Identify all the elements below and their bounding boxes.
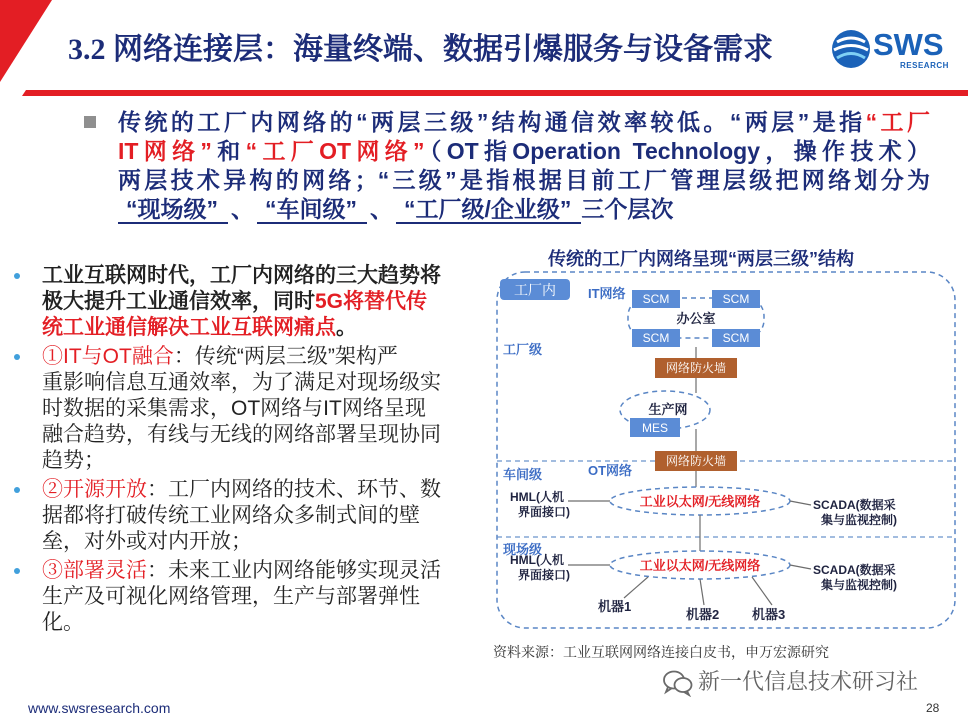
trend-item-open-source	[12, 477, 467, 555]
workshop-level-label: 车间级	[503, 467, 543, 482]
hmi-label: 界面接口)	[518, 505, 570, 519]
intro-separator: 、	[370, 196, 393, 222]
text-line	[42, 529, 467, 555]
intro-line	[118, 108, 930, 137]
scada-label: 集与监视控制)	[821, 513, 897, 527]
scm-node-label: SCM	[722, 331, 750, 345]
firewall-label: 网络防火墙	[665, 454, 727, 468]
text-line	[42, 289, 467, 315]
scada-label: SCADA(数据采	[813, 498, 896, 512]
field-level-label: 现场级	[503, 542, 543, 557]
intro-text: 两层技术异构的网络；“三级”是指根据目前工厂管理层级把网络划分为	[118, 167, 930, 193]
machine-label: 机器2	[686, 607, 720, 622]
text-run: ：工厂内网络的技术、环节、数	[147, 478, 441, 501]
ot-network-label: OT网络	[588, 463, 633, 478]
trend-item-flexible-deployment	[12, 558, 467, 636]
level-term-factory: “工厂级/企业级”	[396, 196, 581, 224]
scada-label: SCADA(数据采	[813, 563, 896, 577]
text-line	[42, 344, 467, 370]
hmi-label: HML(人机	[510, 553, 564, 567]
text-run: 时数据的采集需求，OT网络与IT网络呈现	[42, 397, 426, 420]
intro-highlight: “工厂OT网络”	[245, 138, 425, 164]
source-note: 资料来源：工业互联网网络连接白皮书，申万宏源研究	[493, 644, 829, 660]
text-run: 据都将打破传统工业网络众多制式间的壁	[42, 504, 420, 527]
dot-bullet-icon	[14, 354, 20, 360]
wechat-icon	[662, 669, 694, 697]
connector-line	[790, 501, 811, 505]
scm-node-label: SCM	[722, 292, 750, 306]
machine-label: 机器1	[598, 599, 632, 614]
level-term-field: “现场级”	[118, 196, 228, 224]
text-line	[42, 558, 467, 584]
intro-text: 和	[211, 138, 246, 164]
text-line	[42, 315, 467, 341]
intro-line	[118, 166, 930, 195]
trends-list	[12, 263, 467, 639]
industrial-network-label: 工业以太网/无线网络	[639, 558, 761, 573]
text-run: 垒，对外或对内开放；	[42, 530, 252, 553]
level-term-workshop: “车间级”	[257, 196, 367, 224]
text-line	[42, 584, 467, 610]
text-run: 融合趋势，有线与无线的网络部署呈现协同	[42, 423, 441, 446]
scm-node-label: SCM	[642, 331, 670, 345]
text-run: 生产及可视化网络管理，生产与部署弹性	[42, 585, 420, 608]
it-network-label: IT网络	[588, 286, 626, 301]
intro-text: 传统的工厂内网络的“两层三级”结构通信效率较低。“两层”是指	[118, 109, 866, 135]
intro-highlight: “工厂	[865, 109, 930, 135]
production-network-label: 生产网	[648, 402, 688, 417]
text-line	[42, 263, 467, 289]
intro-separator: 、	[231, 196, 254, 222]
page-title: 3.2 网络连接层：海量终端、数据引爆服务与设备需求	[68, 33, 773, 66]
machine-label: 机器3	[752, 607, 786, 622]
text-run: ：传统“两层三级”架构严	[173, 345, 398, 368]
trend-heading: ②开源开放	[42, 478, 147, 501]
text-run: 。	[336, 316, 357, 339]
dot-bullet-icon	[14, 568, 20, 574]
hmi-label: 界面接口)	[518, 568, 570, 582]
factory-level-label: 工厂级	[503, 342, 543, 357]
square-bullet-icon	[84, 116, 96, 128]
text-run: 重影响信息互通效率，为了满足对现场级实	[42, 371, 441, 394]
diagram-title: 传统的工厂内网络呈现“两层三级”结构	[548, 249, 854, 269]
trend-heading: ①IT与OT融合	[42, 345, 174, 368]
mes-node-label: MES	[641, 421, 669, 435]
connector-line	[790, 565, 811, 569]
intro-line	[118, 137, 930, 166]
logo-wordmark: SWS	[873, 27, 944, 62]
intro-text: （OT指Operation Technology，操作技术）	[424, 138, 930, 164]
text-run: 趋势；	[42, 449, 105, 472]
intro-highlight: IT网络”	[118, 138, 212, 164]
trend-summary-item	[12, 263, 467, 341]
corner-accent	[0, 0, 52, 82]
text-run: 化。	[42, 611, 84, 634]
trend-item-it-ot-convergence	[12, 344, 467, 474]
footer-url: www.swsresearch.com	[28, 700, 171, 716]
intro-line	[118, 195, 930, 224]
scm-node-label: SCM	[642, 292, 670, 306]
industrial-network-label: 工业以太网/无线网络	[639, 494, 761, 509]
sws-emblem-icon	[831, 29, 871, 69]
text-line	[42, 370, 467, 396]
highlight-run: 5G将替代传	[315, 290, 428, 313]
dot-bullet-icon	[14, 273, 20, 279]
text-run: 工业互联网时代，工厂内网络的三大趋势将	[42, 264, 441, 287]
text-line	[42, 448, 467, 474]
text-line	[42, 396, 467, 422]
page-number: 28	[926, 701, 940, 715]
scope-tag-label: 工厂内	[514, 282, 556, 298]
watermark-text: 新一代信息技术研习社	[698, 669, 919, 694]
office-label: 办公室	[676, 311, 716, 326]
connector-line	[624, 577, 648, 598]
title-underline	[22, 90, 968, 96]
dot-bullet-icon	[14, 487, 20, 493]
text-line	[42, 477, 467, 503]
logo-tagline: RESEARCH	[900, 61, 949, 70]
intro-paragraph	[118, 108, 930, 224]
connector-line	[752, 577, 772, 605]
network-structure-diagram	[490, 240, 960, 665]
text-line	[42, 422, 467, 448]
firewall-label: 网络防火墙	[665, 361, 727, 375]
text-run: ：未来工业内网络能够实现灵活	[147, 559, 441, 582]
hmi-label: HML(人机	[510, 490, 564, 504]
scada-label: 集与监视控制)	[821, 578, 897, 592]
text-run: 极大提升工业通信效率，同时	[42, 290, 315, 313]
highlight-run: 统工业通信解决工业互联网痛点	[42, 316, 336, 339]
text-line	[42, 610, 467, 636]
trend-heading: ③部署灵活	[42, 559, 147, 582]
text-line	[42, 503, 467, 529]
intro-text: 三个层次	[581, 196, 674, 222]
connector-line	[700, 579, 704, 605]
